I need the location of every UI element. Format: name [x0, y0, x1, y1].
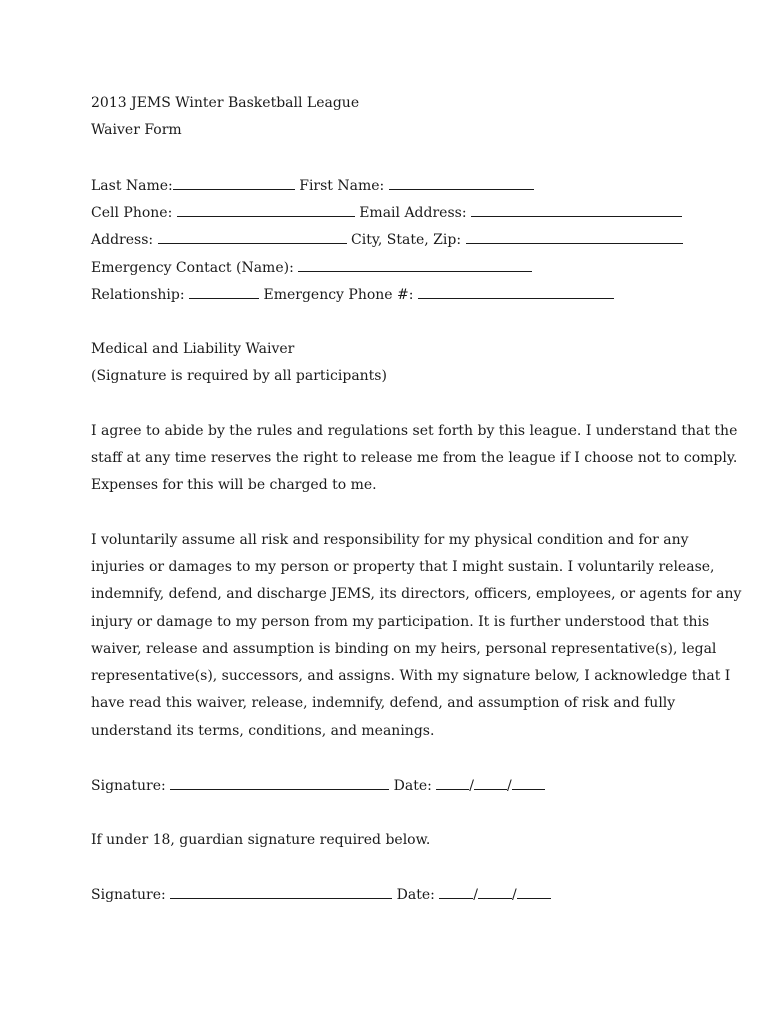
last-name-label: Last Name:: [91, 178, 173, 194]
date-year-field[interactable]: [512, 776, 545, 790]
emergency-phone-label: Emergency Phone #:: [263, 287, 414, 303]
relationship-row: [91, 285, 614, 304]
last-name-field[interactable]: [173, 176, 295, 190]
waiver-heading: Medical and Liability Waiver: [91, 341, 295, 357]
emergency-contact-label: Emergency Contact (Name):: [91, 260, 294, 276]
first-name-field[interactable]: [389, 176, 534, 190]
guardian-signature-field[interactable]: [170, 885, 392, 899]
paragraph-line: injuries or damages to my person or property that I might sustain. I voluntarily release,: [91, 559, 715, 575]
name-row: [91, 176, 534, 195]
date-label: Date:: [393, 778, 432, 794]
guardian-date-day-field[interactable]: [478, 885, 512, 899]
emergency-phone-field[interactable]: [418, 285, 614, 299]
email-field[interactable]: [471, 203, 682, 217]
date-month-field[interactable]: [436, 776, 469, 790]
paragraph-line: I agree to abide by the rules and regulations set forth by this league. I understand that the: [91, 423, 738, 439]
signature-row: [91, 776, 545, 795]
paragraph-line: understand its terms, conditions, and meanings.: [91, 723, 435, 739]
guardian-signature-label: Signature:: [91, 887, 166, 903]
first-name-label: First Name:: [299, 178, 385, 194]
guardian-date-year-field[interactable]: [517, 885, 551, 899]
emergency-contact-field[interactable]: [298, 258, 532, 272]
relationship-field[interactable]: [189, 285, 259, 299]
email-label: Email Address:: [359, 205, 467, 221]
guardian-date-month-field[interactable]: [439, 885, 473, 899]
guardian-signature-row: [91, 885, 551, 904]
date-separator: /: [512, 887, 517, 903]
date-separator: /: [507, 778, 512, 794]
paragraph-line: staff at any time reserves the right to release me from the league if I choose not to comply.: [91, 450, 738, 466]
date-day-field[interactable]: [474, 776, 507, 790]
emergency-contact-row: [91, 258, 532, 277]
paragraph-line: Expenses for this will be charged to me.: [91, 477, 377, 493]
paragraph-line: indemnify, defend, and discharge JEMS, its directors, officers, employees, or agents for any: [91, 586, 742, 602]
guardian-date-label: Date:: [396, 887, 435, 903]
paragraph-line: representative(s), successors, and assigns. With my signature below, I acknowledge that I: [91, 668, 731, 684]
signature-field[interactable]: [170, 776, 389, 790]
date-separator: /: [473, 887, 479, 903]
paragraph-line: injury or damage to my person from my participation. It is further understood that this: [91, 614, 710, 630]
paragraph-line: waiver, release and assumption is binding on my heirs, personal representative(s), legal: [91, 641, 717, 657]
address-label: Address:: [91, 232, 154, 248]
date-separator: /: [469, 778, 475, 794]
paragraph-line: have read this waiver, release, indemnify, defend, and assumption of risk and fully: [91, 695, 676, 711]
page-title: 2013 JEMS Winter Basketball League: [91, 95, 360, 111]
waiver-note: (Signature is required by all participants): [91, 368, 387, 384]
signature-label: Signature:: [91, 778, 166, 794]
city-state-zip-label: City, State, Zip:: [351, 232, 462, 248]
contact-row: [91, 203, 682, 222]
relationship-label: Relationship:: [91, 287, 185, 303]
paragraph-line: I voluntarily assume all risk and responsibility for my physical condition and for any: [91, 532, 689, 548]
cell-phone-label: Cell Phone:: [91, 205, 173, 221]
address-row: [91, 230, 683, 249]
address-field[interactable]: [158, 230, 347, 244]
page-subtitle: Waiver Form: [91, 122, 182, 138]
city-state-zip-field[interactable]: [466, 230, 683, 244]
guardian-note: If under 18, guardian signature required below.: [91, 832, 431, 848]
cell-phone-field[interactable]: [177, 203, 355, 217]
